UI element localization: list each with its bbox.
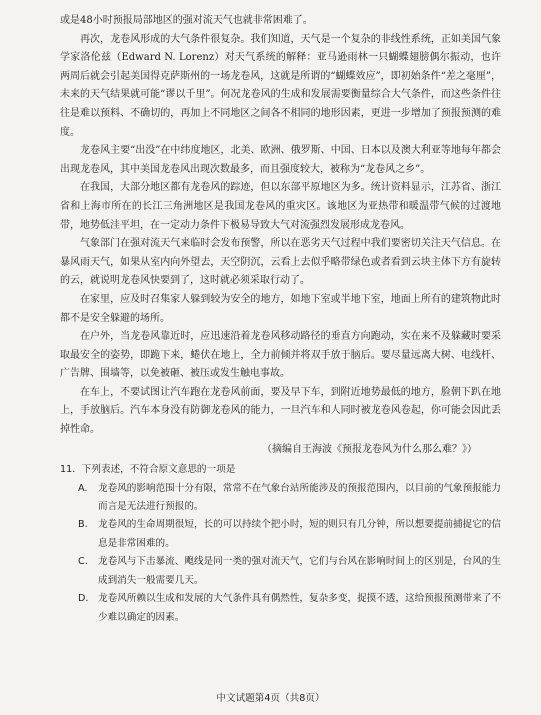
- page-footer: 中文试题第4页（共8页）: [216, 693, 325, 704]
- answer-option-b[interactable]: [60, 516, 501, 553]
- article-body: [60, 12, 501, 440]
- option-letter: D.: [78, 593, 89, 605]
- option-text: 龙卷风所赖以生成和发展的大气条件具有偶然性，复杂多变，捉摸不透，这给预报预测带来了不少难以确定的因素。: [98, 593, 501, 623]
- option-text: 龙卷风与下击暴流、飑线是同一类的强对流天气，它们与台风在影响时间上的区别是，台风的生成到消失一般需要几天。: [98, 556, 501, 586]
- question-11: [60, 461, 501, 627]
- answer-option-c[interactable]: [60, 553, 501, 590]
- option-letter: B.: [78, 519, 88, 531]
- answer-options: [60, 480, 501, 627]
- article-paragraph: 再次，龙卷风形成的大气条件很复杂。我们知道，天气是一个复杂的非线性系统，正如美国气象学家洛伦兹（Edward N. Lorenz）对天气系统的解释：亚马逊雨林一只蝴蝶翅膀偶尔振动，也许两周后就会引起美国得克萨斯州的一场龙卷风，这就是所谓的“蝴蝶效应”，即初始条件“差之毫厘”，未来的天气结果就可能“谬以千里”。何况龙卷风的生成和发展需要衡量综合大气条件，而这些条件往往是难以预料、不确切的，再加上不同地区之间各不相同的地形因素，更进一步增加了预报预测的难度。: [60, 33, 501, 138]
- article-paragraph: 在家里，应及时召集家人躲到较为安全的地方，如地下室或半地下室，地面上所有的建筑物此时都不是安全躲避的场所。: [60, 293, 501, 324]
- article-paragraph: 在户外，当龙卷风靠近时，应迅速沿着龙卷风移动路径的垂直方向跑动，实在来不及躲藏时要采取最安全的姿势，即跪下来，蜷伏在地上，全力前倾并将双手放于脑后。要尽量远离大树、电线杆、广告牌、围墙等，以免被砸、被压或发生触电事故。: [60, 331, 501, 380]
- article-paragraph: 在车上，不要试图让汽车跑在龙卷风前面，要及早下车，到附近地势最低的地方，脸朝下趴在地上，手放脑后。汽车本身没有防御龙卷风的能力，一旦汽车和人同时被龙卷风卷起，你可能会因此丢掉性命。: [60, 386, 501, 436]
- option-text: 龙卷风的影响范围十分有限，常常不在气象台站所能涉及的预报范围内，以目前的气象预报能力而言是无法进行预报的。: [98, 482, 501, 513]
- option-letter: A.: [78, 482, 88, 494]
- article-source: （摘编自王海波《预报龙卷风为什么那么难？》）: [262, 443, 477, 455]
- article-paragraph: 或是48小时预报局部地区的强对流天气也就非常困难了。: [60, 15, 313, 26]
- article-paragraph: 龙卷风主要“出没”在中纬度地区，北美、欧洲、俄罗斯、中国、日本以及澳大利亚等地每年都会出现龙卷风，其中美国龙卷风出现次数最多，而且强度较大，被称为“龙卷风之乡”。: [60, 145, 501, 175]
- option-text: 龙卷风的生命周期很短，长的可以持续个把小时，短的则只有几分钟，所以想要提前捕捉它的信息是非常困难的。: [98, 519, 501, 549]
- article-paragraph: 气象部门在强对流天气来临时会发布预警，所以在恶劣天气过程中我们要密切关注天气信息。在暴风雨天气，如果从室内向外望去，天空阴沉，云看上去似乎略带绿色或者看到云块主体下方有旋转的云，就说明龙卷风快要到了，这时就必须采取行动了。: [60, 238, 501, 287]
- option-letter: C.: [78, 556, 88, 568]
- answer-option-a[interactable]: [60, 480, 501, 517]
- article-paragraph: 在我国，大部分地区都有龙卷风的踪迹，但以东部平原地区为多。统计资料显示，江苏省、浙江省和上海市所在的长江三角洲地区是我国龙卷风的重灾区。该地区为亚热带和暖温带气候的过渡地带，地势低洼平坦，在一定动力条件下极易导致大气对流强烈发展形成龙卷风。: [60, 182, 501, 231]
- question-stem: 11．下列表述，不符合原文意思的一项是: [60, 464, 236, 476]
- answer-option-d[interactable]: [60, 590, 501, 627]
